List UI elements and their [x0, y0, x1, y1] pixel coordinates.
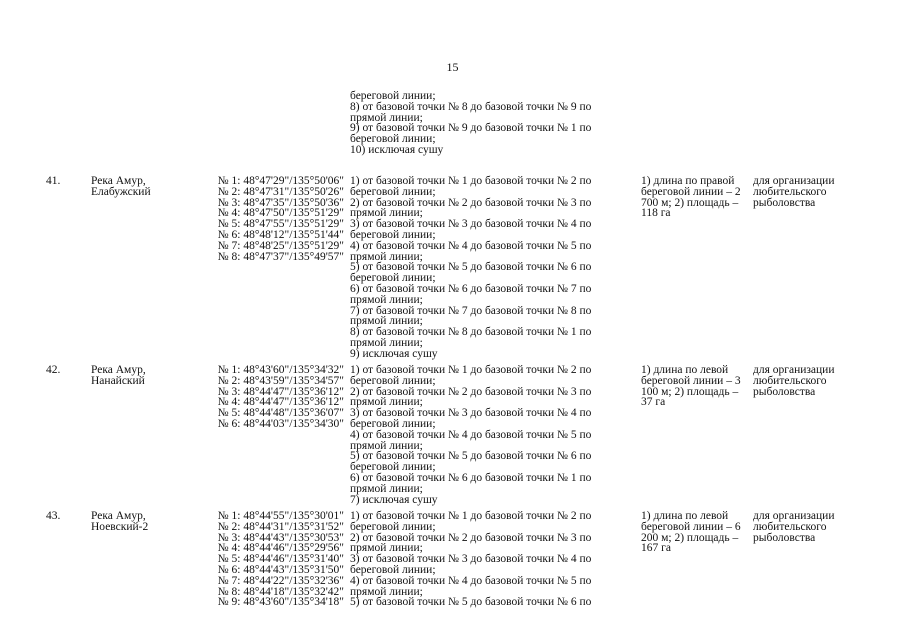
text-line: прямой линии; — [350, 585, 423, 598]
boundary-description — [350, 365, 640, 505]
base-point: № 1: 48°47'29"/135°50'06" — [217, 175, 344, 187]
base-point: № 4: 48°44'47"/135°36'12" — [217, 396, 344, 409]
base-point: № 4: 48°44'46"/135°29'56" — [217, 542, 344, 555]
site-parameters: 1) длина по правой береговой линии – 2 700 м; 2) площадь – 118 га — [641, 175, 741, 220]
text-line: 5) от базовой точки № 5 до базовой точки № 6 по — [350, 450, 592, 463]
base-point: № 6: 48°44'03"/135°34'30" — [217, 417, 344, 430]
site-name: Река Амур, Ноевский-2 — [91, 510, 149, 533]
base-point: № 2: 48°44'31"/135°31'52" — [217, 520, 344, 533]
text-line: 5) от базовой точки № 5 до базовой точки № 6 по — [350, 596, 592, 609]
row-number: 41. — [46, 175, 61, 187]
base-point: № 6: 48°44'43"/135°31'50" — [217, 563, 344, 576]
base-point: № 1: 48°43'60"/135°34'32" — [217, 364, 344, 376]
base-point: № 2: 48°43'59"/135°34'57" — [217, 374, 344, 387]
text-line: 8) от базовой точки № 8 до базовой точки № 9 по — [350, 100, 592, 113]
text-line: прямой линии; — [350, 396, 423, 409]
text-line: прямой линии; — [350, 207, 423, 220]
text-line: 9) от базовой точки № 9 до базовой точки № 1 по — [350, 122, 592, 135]
text-line: прямой линии; — [350, 315, 423, 328]
text-line: 4) от базовой точки № 4 до базовой точки № 5 по — [350, 239, 592, 252]
base-point: № 2: 48°47'31"/135°50'26" — [217, 185, 344, 198]
site-parameters: 1) длина по левой береговой линии – 3 100 м; 2) площадь – 37 га — [641, 364, 741, 409]
base-point: № 3: 48°44'47"/135°36'12" — [217, 385, 344, 398]
text-line: 4) от базовой точки № 4 до базовой точки № 5 по — [350, 574, 592, 587]
base-point: № 8: 48°47'37"/135°49'57" — [217, 250, 344, 263]
base-point: № 3: 48°47'35"/135°50'36" — [217, 196, 344, 209]
site-name: Река Амур, Елабужский — [91, 175, 151, 198]
text-line: береговой линии; — [350, 461, 436, 474]
text-line: прямой линии; — [350, 482, 423, 495]
text-line: береговой линии; — [350, 520, 436, 533]
text-line: 1) от базовой точки № 1 до базовой точки № 2 по — [350, 510, 592, 522]
site-purpose: для организации любительского рыболовства — [753, 175, 835, 209]
site-purpose: для организации любительского рыболовства — [753, 364, 835, 398]
text-line: 2) от базовой точки № 2 до базовой точки № 3 по — [350, 385, 592, 398]
text-line: береговой линии; — [350, 563, 436, 576]
base-point: № 4: 48°47'50"/135°51'29" — [217, 207, 344, 220]
text-line: 6) от базовой точки № 6 до базовой точки № 7 по — [350, 282, 592, 295]
base-points — [184, 176, 344, 262]
text-line: 3) от базовой точки № 3 до базовой точки № 4 по — [350, 218, 592, 231]
text-line: 5) от базовой точки № 5 до базовой точки № 6 по — [350, 261, 592, 274]
boundary-description — [350, 176, 640, 360]
text-line: береговой линии; — [350, 374, 436, 387]
text-line: береговой линии; — [350, 90, 436, 102]
boundary-description — [350, 511, 640, 608]
text-line: 6) от базовой точки № 6 до базовой точки № 1 по — [350, 471, 592, 484]
text-line: 10) исключая сушу — [350, 143, 444, 156]
text-line: 7) исключая сушу — [350, 493, 438, 506]
text-line: 4) от базовой точки № 4 до базовой точки № 5 по — [350, 428, 592, 441]
base-point: № 5: 48°47'55"/135°51'29" — [217, 218, 344, 231]
text-line: 1) от базовой точки № 1 до базовой точки № 2 по — [350, 175, 592, 187]
row-number: 42. — [46, 364, 61, 376]
base-point: № 8: 48°44'18"/135°32'42" — [217, 585, 344, 598]
base-point: № 7: 48°44'22"/135°32'36" — [217, 574, 344, 587]
text-line: береговой линии; — [350, 417, 436, 430]
base-point: № 1: 48°44'55"/135°30'01" — [217, 510, 344, 522]
text-line: прямой линии; — [350, 542, 423, 555]
base-point: № 7: 48°48'25"/135°51'29" — [217, 239, 344, 252]
site-parameters: 1) длина по левой береговой линии – 6 200 м; 2) площадь – 167 га — [641, 510, 741, 555]
base-point: № 6: 48°48'12"/135°51'44" — [217, 228, 344, 241]
text-line: 2) от базовой точки № 2 до базовой точки № 3 по — [350, 196, 592, 209]
text-line: 8) от базовой точки № 8 до базовой точки № 1 по — [350, 326, 592, 339]
base-point: № 5: 48°44'46"/135°31'40" — [217, 553, 344, 566]
base-point: № 5: 48°44'48"/135°36'07" — [217, 407, 344, 420]
row-number: 43. — [46, 510, 61, 522]
text-line: прямой линии; — [350, 111, 423, 124]
text-line: прямой линии; — [350, 439, 423, 452]
text-line: прямой линии; — [350, 250, 423, 263]
base-points — [184, 511, 344, 608]
text-line: 3) от базовой точки № 3 до базовой точки № 4 по — [350, 407, 592, 420]
text-line: береговой линии; — [350, 228, 436, 241]
page-number: 15 — [446, 60, 459, 74]
text-line: 3) от базовой точки № 3 до базовой точки № 4 по — [350, 553, 592, 566]
text-line: прямой линии; — [350, 336, 423, 349]
base-point: № 3: 48°44'43"/135°30'53" — [217, 531, 344, 544]
text-line: 7) от базовой точки № 7 до базовой точки № 8 по — [350, 304, 592, 317]
text-line: береговой линии; — [350, 272, 436, 285]
text-line: прямой линии; — [350, 293, 423, 306]
text-line: 9) исключая сушу — [350, 347, 438, 360]
base-point: № 9: 48°43'60"/135°34'18" — [217, 596, 344, 609]
text-line: 2) от базовой точки № 2 до базовой точки № 3 по — [350, 531, 592, 544]
continued-boundary-text — [350, 91, 640, 156]
site-purpose: для организации любительского рыболовства — [753, 510, 835, 544]
text-line: 1) от базовой точки № 1 до базовой точки № 2 по — [350, 364, 592, 376]
text-line: береговой линии; — [350, 133, 436, 146]
text-line: береговой линии; — [350, 185, 436, 198]
base-points — [184, 365, 344, 430]
site-name: Река Амур, Нанайский — [91, 364, 146, 387]
